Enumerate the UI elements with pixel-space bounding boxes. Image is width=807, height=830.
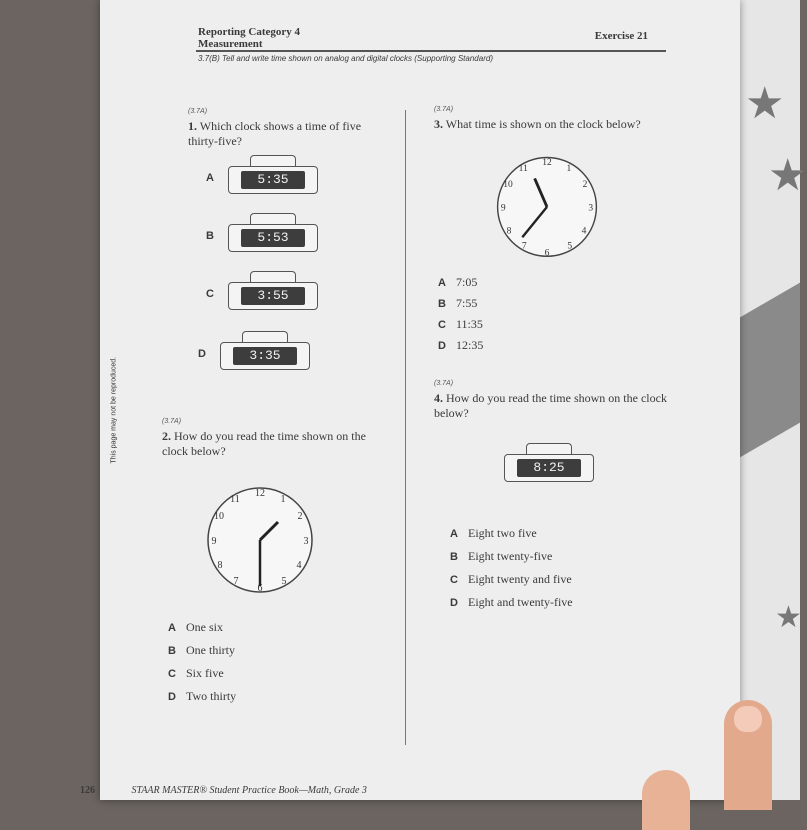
svg-text:2: 2 [297, 511, 303, 522]
clock-body [228, 166, 318, 194]
header-divider [196, 50, 666, 52]
option-text: Eight and twenty-five [468, 595, 573, 609]
option-letter: D [168, 691, 176, 703]
thumb [724, 700, 772, 810]
question-text: What time is shown on the clock below? [445, 117, 641, 131]
answer-option-a[interactable] [450, 522, 573, 545]
subcategory-title: Measurement [198, 38, 263, 50]
clock-display: 8:25 [517, 459, 581, 477]
clock-display: 3:55 [241, 287, 305, 305]
clock-display: 3:35 [233, 347, 297, 365]
clock-display: 5:35 [241, 171, 305, 189]
svg-text:11: 11 [518, 163, 528, 174]
star-icon: ★ [768, 151, 807, 200]
option-letter: C [438, 319, 446, 331]
option-letter: A [206, 172, 214, 184]
clock-body [504, 454, 594, 482]
svg-text:4: 4 [296, 560, 302, 571]
clock-body [228, 224, 318, 252]
page-footer [80, 785, 367, 796]
option-letter: A [438, 277, 446, 289]
option-letter: D [438, 340, 446, 352]
svg-text:10: 10 [503, 179, 513, 190]
exercise-label: Exercise 21 [594, 30, 648, 42]
question-number: 3. [434, 117, 443, 131]
svg-text:8: 8 [506, 226, 512, 237]
option-letter: B [438, 298, 446, 310]
question-number: 2. [162, 429, 171, 443]
answer-option-b[interactable] [168, 639, 236, 662]
option-letter: D [198, 348, 206, 360]
option-letter: C [168, 668, 176, 680]
svg-text:3: 3 [588, 203, 594, 214]
clock-body [228, 282, 318, 310]
option-text: 7:05 [456, 275, 478, 289]
question-number: 1. [188, 119, 197, 133]
analog-clock-q2 [200, 478, 320, 598]
analog-clock-q3 [490, 148, 604, 262]
question-3 [434, 102, 654, 132]
option-text: Eight two five [468, 526, 537, 540]
option-text: 11:35 [456, 317, 483, 331]
svg-text:5: 5 [567, 241, 573, 252]
svg-text:4: 4 [581, 226, 587, 237]
question-1 [188, 104, 388, 149]
option-text: One thirty [186, 643, 235, 657]
side-note: This page may not be reproduced. [110, 356, 118, 464]
svg-text:7: 7 [521, 241, 527, 252]
question-number: 4. [434, 391, 443, 405]
option-text: 12:35 [456, 338, 484, 352]
svg-text:9: 9 [500, 203, 506, 214]
option-text: Eight twenty-five [468, 549, 553, 563]
worksheet-page [100, 0, 740, 800]
option-letter: A [450, 528, 458, 540]
option-letter: A [168, 622, 176, 634]
option-letter: C [450, 574, 458, 586]
question-tag: (3.7A) [188, 108, 208, 115]
answer-option-d[interactable] [438, 335, 483, 356]
answer-option-d[interactable] [450, 591, 573, 614]
svg-text:6: 6 [257, 583, 263, 594]
svg-text:6: 6 [544, 248, 550, 259]
option-letter: B [168, 645, 176, 657]
clock-body [220, 342, 310, 370]
answer-option-a[interactable] [168, 616, 236, 639]
column-divider [405, 110, 406, 745]
question-4 [434, 376, 674, 421]
option-text: One six [186, 620, 223, 634]
star-icon: ★ [775, 601, 802, 634]
question-2 [162, 414, 394, 459]
svg-text:7: 7 [233, 576, 239, 587]
svg-text:2: 2 [582, 179, 588, 190]
category-title: Reporting Category 4 [198, 26, 301, 38]
page-number: 126 [80, 785, 95, 796]
option-text: Eight twenty and five [468, 572, 572, 586]
answer-option-b[interactable] [438, 293, 483, 314]
svg-text:9: 9 [211, 536, 217, 547]
question-text: How do you read the time shown on the clock below? [162, 429, 366, 458]
thumbnail-nail [734, 706, 762, 732]
svg-text:1: 1 [566, 163, 572, 174]
star-icon: ★ [745, 79, 785, 128]
question-tag: (3.7A) [162, 418, 182, 425]
answer-option-c[interactable] [438, 314, 483, 335]
q4-options [450, 522, 573, 614]
svg-text:12: 12 [255, 488, 265, 499]
option-letter: B [206, 230, 214, 242]
option-letter: B [450, 551, 458, 563]
svg-text:11: 11 [230, 494, 240, 505]
option-letter: C [206, 288, 214, 300]
standard-text: 3.7(B) Tell and write time shown on analog and digital clocks (Supporting Standard) [198, 54, 493, 63]
svg-text:5: 5 [281, 576, 287, 587]
option-text: Two thirty [186, 689, 237, 703]
option-letter: D [450, 597, 458, 609]
svg-text:3: 3 [303, 536, 309, 547]
book-title: STAAR MASTER® Student Practice Book—Math, Grade 3 [131, 785, 367, 796]
question-text: Which clock shows a time of five thirty-five? [188, 119, 362, 148]
question-text: How do you read the time shown on the clock below? [434, 391, 667, 420]
svg-text:12: 12 [542, 158, 552, 169]
q3-options [438, 272, 483, 356]
svg-text:10: 10 [214, 511, 224, 522]
header-category [198, 26, 300, 50]
option-text: 7:55 [456, 296, 478, 310]
answer-option-c[interactable] [168, 662, 236, 685]
answer-option-b[interactable] [450, 545, 573, 568]
question-tag: (3.7A) [434, 106, 454, 113]
clock-display: 5:53 [241, 229, 305, 247]
answer-option-c[interactable] [450, 568, 573, 591]
svg-text:1: 1 [280, 494, 286, 505]
question-tag: (3.7A) [434, 380, 454, 387]
option-text: Six five [186, 666, 224, 680]
q2-options [168, 616, 236, 708]
finger [642, 770, 690, 830]
svg-text:8: 8 [217, 560, 223, 571]
answer-option-a[interactable] [438, 272, 483, 293]
answer-option-d[interactable] [168, 685, 236, 708]
